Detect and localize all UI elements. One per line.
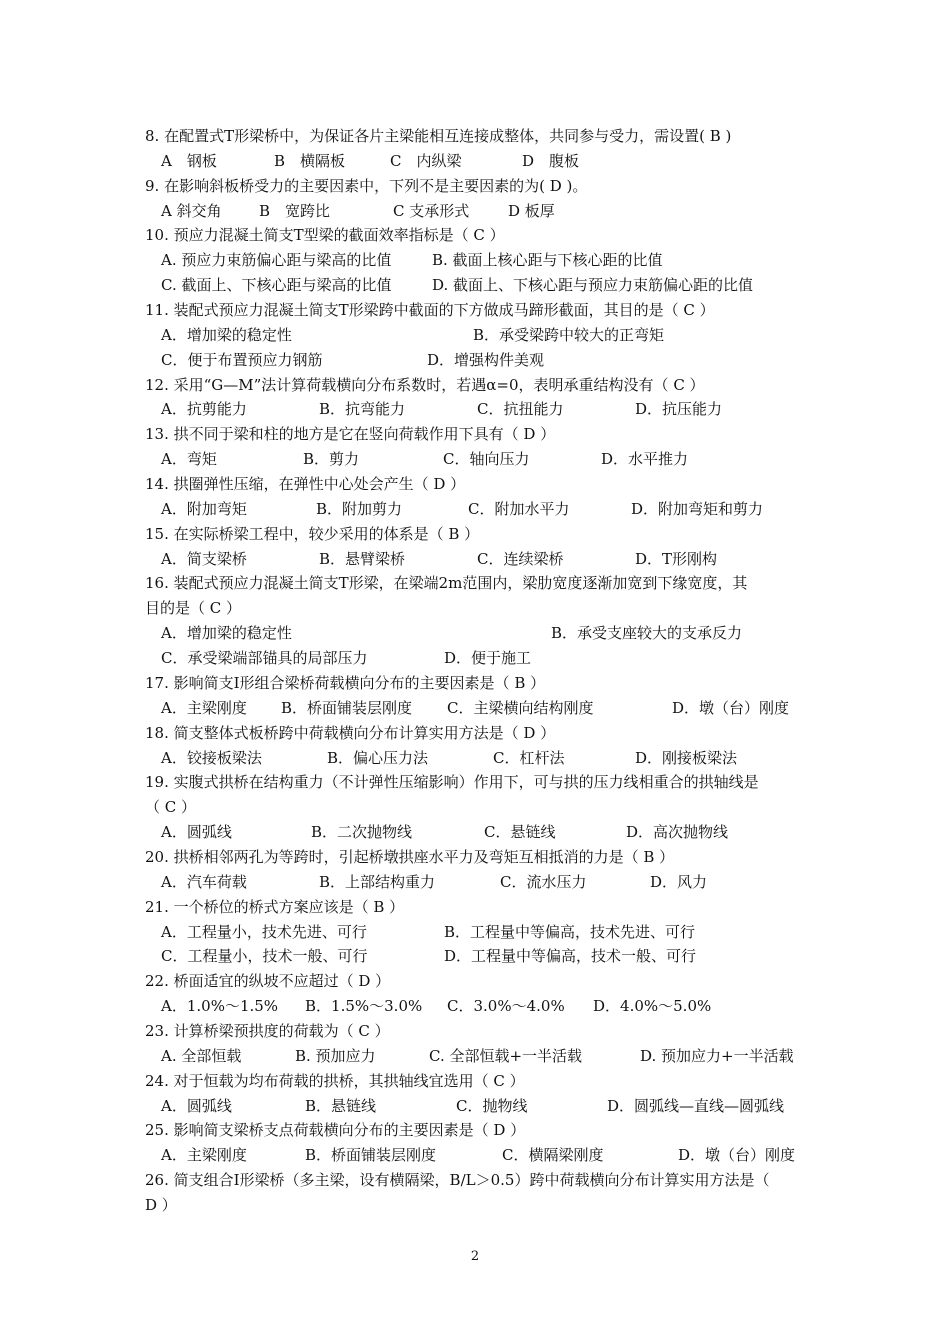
answer-option: C．悬链线: [484, 823, 556, 842]
answer-option: C. 全部恒载+一半活载: [429, 1046, 583, 1065]
answer-option: A．增加梁的稳定性: [161, 624, 292, 643]
options-row: [161, 621, 841, 646]
answer-option: D．高次抛物线: [626, 823, 729, 842]
options-row: [161, 820, 841, 845]
answer-option: B 横隔板: [274, 151, 346, 170]
answer-option: D．水平推力: [601, 450, 689, 469]
question-stem: 18. 简支整体式板桥跨中荷载横向分布计算实用方法是（ D ）: [145, 723, 556, 742]
answer-option: D 板厚: [508, 201, 555, 220]
answer-option: A．工程量小，技术先进、可行: [161, 922, 367, 941]
answer-option: C．抗扭能力: [477, 400, 564, 419]
question-stem: 9. 在影响斜板桥受力的主要因素中，下列不是主要因素的为( D )。: [145, 176, 588, 195]
question-stem: 目的是（ C ）: [145, 599, 242, 618]
answer-option: D．便于施工: [444, 649, 532, 668]
options-row: [161, 248, 841, 273]
answer-option: C. 截面上、下核心距与梁高的比值: [161, 276, 392, 295]
answer-option: C．承受梁端部锚具的局部压力: [161, 649, 368, 668]
options-row: [161, 920, 841, 945]
answer-option: A．汽车荷载: [161, 872, 247, 891]
answer-option: B．工程量中等偏高，技术先进、可行: [444, 922, 696, 941]
question-stem: 10. 预应力混凝土简支T型梁的截面效率指标是（ C ）: [145, 226, 505, 245]
answer-option: C．工程量小，技术一般、可行: [161, 947, 368, 966]
answer-option: A 钢板: [161, 151, 217, 170]
answer-option: D．T形刚构: [635, 549, 718, 568]
answer-option: D．风力: [650, 872, 708, 891]
options-row: [161, 646, 841, 671]
answer-option: B．1.5%～3.0%: [305, 997, 423, 1016]
options-row: [161, 323, 841, 348]
options-row: [161, 199, 841, 224]
question-stem: 11. 装配式预应力混凝土简支T形梁跨中截面的下方做成马蹄形截面，其目的是（ C ）: [145, 301, 715, 320]
answer-option: C．流水压力: [500, 872, 587, 891]
answer-option: D．工程量中等偏高，技术一般、可行: [444, 947, 697, 966]
question-stem: D ）: [145, 1195, 177, 1214]
options-row: [161, 1143, 841, 1168]
options-row: [161, 870, 841, 895]
question-stem: 23. 计算桥梁预拱度的荷载为（ C ）: [145, 1021, 390, 1040]
answer-option: D．墩（台）刚度: [678, 1146, 796, 1165]
answer-option: A．1.0%～1.5%: [161, 997, 279, 1016]
question-stem: 25. 影响简支梁桥支点荷载横向分布的主要因素是（ D ）: [145, 1121, 526, 1140]
question-stem: （ C ）: [145, 798, 197, 817]
options-row: [161, 497, 841, 522]
answer-option: B．桥面铺装层刚度: [305, 1146, 437, 1165]
answer-option: C 支承形式: [393, 201, 470, 220]
question-stem: 19. 实腹式拱桥在结构重力（不计弹性压缩影响）作用下，可与拱的压力线相重合的拱轴线是: [145, 773, 759, 792]
answer-option: D. 预加应力+一半活载: [640, 1046, 794, 1065]
answer-option: B．偏心压力法: [327, 748, 429, 767]
answer-option: A. 预应力束筋偏心距与梁高的比值: [161, 251, 392, 270]
answer-option: A．主梁刚度: [161, 1146, 247, 1165]
answer-option: B．悬臂梁桥: [319, 549, 406, 568]
answer-option: D．圆弧线—直线—圆弧线: [607, 1096, 785, 1115]
answer-option: A. 全部恒载: [161, 1046, 242, 1065]
answer-option: A．抗剪能力: [161, 400, 247, 419]
answer-option: C．附加水平力: [468, 499, 570, 518]
answer-option: D 腹板: [522, 151, 580, 170]
answer-option: D．4.0%～5.0%: [593, 997, 712, 1016]
question-stem: 14. 拱圈弹性压缩，在弹性中心处会产生（ D ）: [145, 475, 466, 494]
answer-option: B．桥面铺装层刚度: [281, 698, 413, 717]
answer-option: B．附加剪力: [316, 499, 403, 518]
answer-option: C．横隔梁刚度: [502, 1146, 604, 1165]
answer-option: C 内纵梁: [390, 151, 462, 170]
options-row: [161, 547, 841, 572]
answer-option: A．增加梁的稳定性: [161, 325, 292, 344]
answer-option: B．上部结构重力: [319, 872, 436, 891]
answer-option: D．刚接板梁法: [635, 748, 738, 767]
options-row: [161, 1094, 841, 1119]
page-number: 2: [470, 1249, 480, 1264]
options-row: [161, 944, 841, 969]
question-stem: 8. 在配置式T形梁桥中，为保证各片主梁能相互连接成整体，共同参与受力，需设置( B ): [145, 127, 732, 145]
options-row: [161, 273, 841, 298]
answer-option: B．二次抛物线: [311, 823, 413, 842]
answer-option: B．抗弯能力: [319, 400, 406, 419]
question-stem: 24. 对于恒载为均布荷载的拱桥，其拱轴线宜选用（ C ）: [145, 1071, 525, 1090]
answer-option: A．铰接板梁法: [161, 748, 262, 767]
options-row: [161, 1044, 841, 1069]
question-stem: 12. 采用“G—M”法计算荷载横向分布系数时，若遇α=0，表明承重结构没有（ C ）: [145, 375, 705, 394]
question-stem: 17. 影响简支Ⅰ形组合梁桥荷载横向分布的主要因素是（ B ）: [145, 673, 546, 692]
answer-option: B. 截面上核心距与下核心距的比值: [432, 251, 663, 270]
options-row: [161, 994, 841, 1019]
answer-option: D. 截面上、下核心距与预应力束筋偏心距的比值: [432, 276, 754, 295]
answer-option: B．承受梁跨中较大的正弯矩: [473, 325, 665, 344]
options-row: [161, 348, 841, 373]
question-stem: 21. 一个桥位的桥式方案应该是（ B ）: [145, 897, 405, 916]
question-stem: 20. 拱桥相邻两孔为等跨时，引起桥墩拱座水平力及弯矩互相抵消的力是（ B ）: [145, 847, 675, 866]
answer-option: A．简支梁桥: [161, 549, 247, 568]
answer-option: A 斜交角: [161, 201, 222, 220]
options-row: [161, 696, 841, 721]
answer-option: C．杠杆法: [493, 748, 565, 767]
answer-option: B．承受支座较大的支承反力: [551, 624, 743, 643]
answer-option: A．圆弧线: [161, 1096, 232, 1115]
answer-option: C．抛物线: [456, 1096, 528, 1115]
answer-option: B．剪力: [303, 450, 360, 469]
options-row: [161, 397, 841, 422]
answer-option: A．附加弯矩: [161, 499, 247, 518]
answer-option: B．悬链线: [305, 1096, 377, 1115]
question-stem: 22. 桥面适宜的纵坡不应超过（ D ）: [145, 972, 391, 991]
question-stem: 16. 装配式预应力混凝土简支T形梁，在梁端2m范围内，梁肋宽度逐渐加宽到下缘宽度，其: [145, 574, 748, 593]
options-row: [161, 149, 841, 174]
answer-option: A．圆弧线: [161, 823, 232, 842]
answer-option: A．主梁刚度: [161, 698, 247, 717]
answer-option: B. 预加应力: [295, 1046, 376, 1065]
question-stem: 13. 拱不同于梁和柱的地方是它在竖向荷载作用下具有（ D ）: [145, 425, 556, 444]
answer-option: C．连续梁桥: [477, 549, 564, 568]
answer-option: C．轴向压力: [443, 450, 530, 469]
answer-option: C．3.0%～4.0%: [447, 997, 565, 1016]
question-stem: 26. 简支组合Ⅰ形梁桥（多主梁，设有横隔梁，B/L＞0.5）跨中荷载横向分布计算实用方法是（: [145, 1171, 770, 1190]
answer-option: D．附加弯矩和剪力: [631, 499, 764, 518]
options-row: [161, 746, 841, 771]
answer-option: A．弯矩: [161, 450, 217, 469]
answer-option: C．主梁横向结构刚度: [447, 698, 594, 717]
answer-option: C．便于布置预应力钢筋: [161, 350, 323, 369]
answer-option: D．抗压能力: [635, 400, 723, 419]
question-stem: 15. 在实际桥梁工程中，较少采用的体系是（ B ）: [145, 524, 480, 543]
answer-option: D．增强构件美观: [427, 350, 545, 369]
answer-option: D．墩（台）刚度: [672, 698, 790, 717]
answer-option: B 宽跨比: [259, 201, 331, 220]
options-row: [161, 447, 841, 472]
